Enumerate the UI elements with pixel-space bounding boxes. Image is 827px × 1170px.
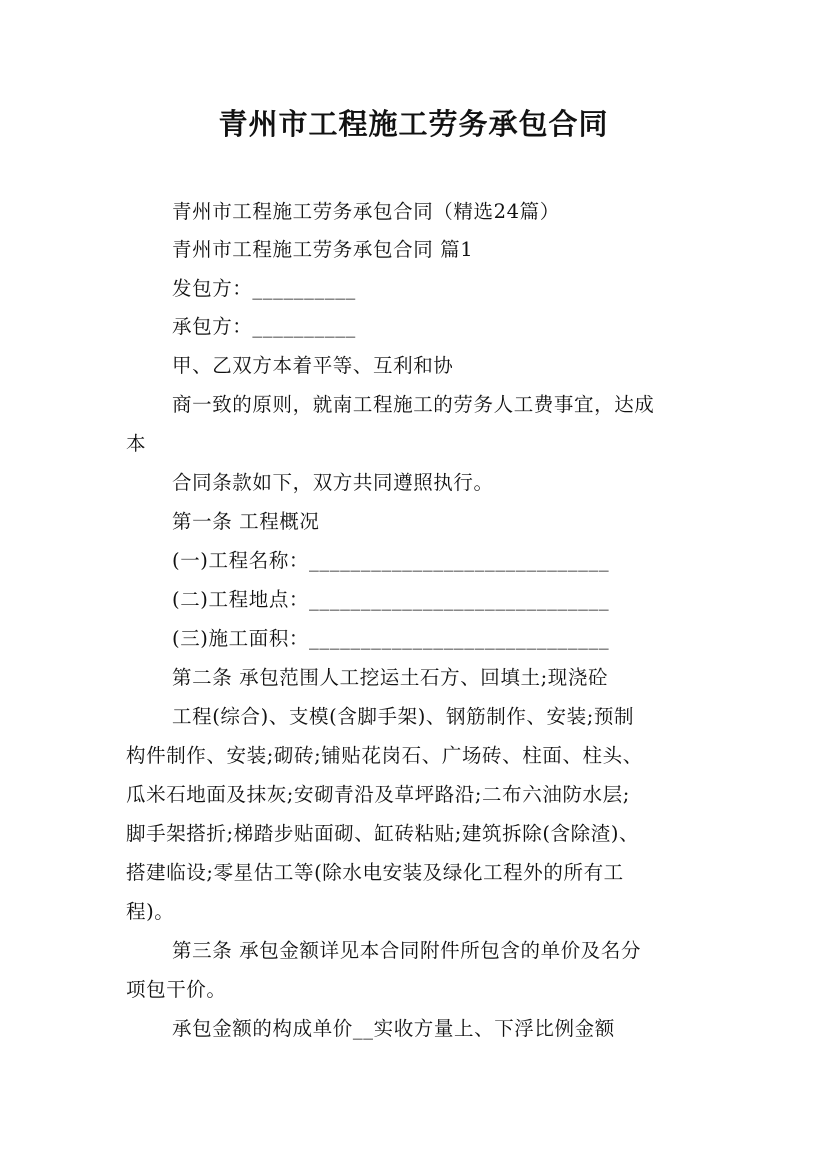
paragraph-line: 承包金额的构成单价__实收方量上、下浮比例金额 bbox=[172, 1017, 615, 1040]
paragraph-line: 搭建临设;零星估工等(除水电安装及绿化工程外的所有工 bbox=[126, 861, 624, 884]
paragraph-line: 青州市工程施工劳务承包合同 篇1 bbox=[172, 238, 474, 261]
paragraph-line: 程)。 bbox=[126, 900, 175, 923]
paragraph-line: (一)工程名称：_____________________________ bbox=[172, 549, 610, 572]
paragraph-line: 承包方：__________ bbox=[172, 315, 356, 338]
paragraph-line: 发包方：__________ bbox=[172, 277, 356, 300]
paragraph-line: (三)施工面积：_____________________________ bbox=[172, 627, 610, 650]
paragraph-line: 青州市工程施工劳务承包合同（精选24篇） bbox=[172, 200, 560, 223]
paragraph-line: 构件制作、安装;砌砖;铺贴花岗石、广场砖、柱面、柱头、 bbox=[126, 744, 643, 767]
paragraph-line: 第三条 承包金额详见本合同附件所包含的单价及名分 bbox=[172, 939, 642, 962]
paragraph-line: 商一致的原则，就南工程施工的劳务人工费事宜，达成 bbox=[172, 393, 655, 416]
paragraph-line: 第二条 承包范围人工挖运土石方、回填土;现浇砼 bbox=[172, 666, 609, 689]
paragraph-line: (二)工程地点：_____________________________ bbox=[172, 588, 610, 611]
paragraph-line: 本 bbox=[126, 432, 147, 455]
document-title: 青州市工程施工劳务承包合同 bbox=[218, 107, 609, 141]
paragraph-line: 瓜米石地面及抹灰;安砌青沿及草坪路沿;二布六油防水层; bbox=[126, 783, 630, 806]
paragraph-line: 合同条款如下，双方共同遵照执行。 bbox=[172, 471, 494, 494]
paragraph-line: 第一条 工程概况 bbox=[172, 510, 320, 533]
paragraph-line: 工程(综合)、支模(含脚手架)、钢筋制作、安装;预制 bbox=[172, 705, 635, 728]
paragraph-line: 项包干价。 bbox=[126, 978, 227, 1001]
paragraph-line: 脚手架搭折;梯踏步贴面砌、缸砖粘贴;建筑拆除(含除渣)、 bbox=[126, 822, 640, 845]
paragraph-line: 甲、乙双方本着平等、互利和协 bbox=[172, 354, 454, 377]
